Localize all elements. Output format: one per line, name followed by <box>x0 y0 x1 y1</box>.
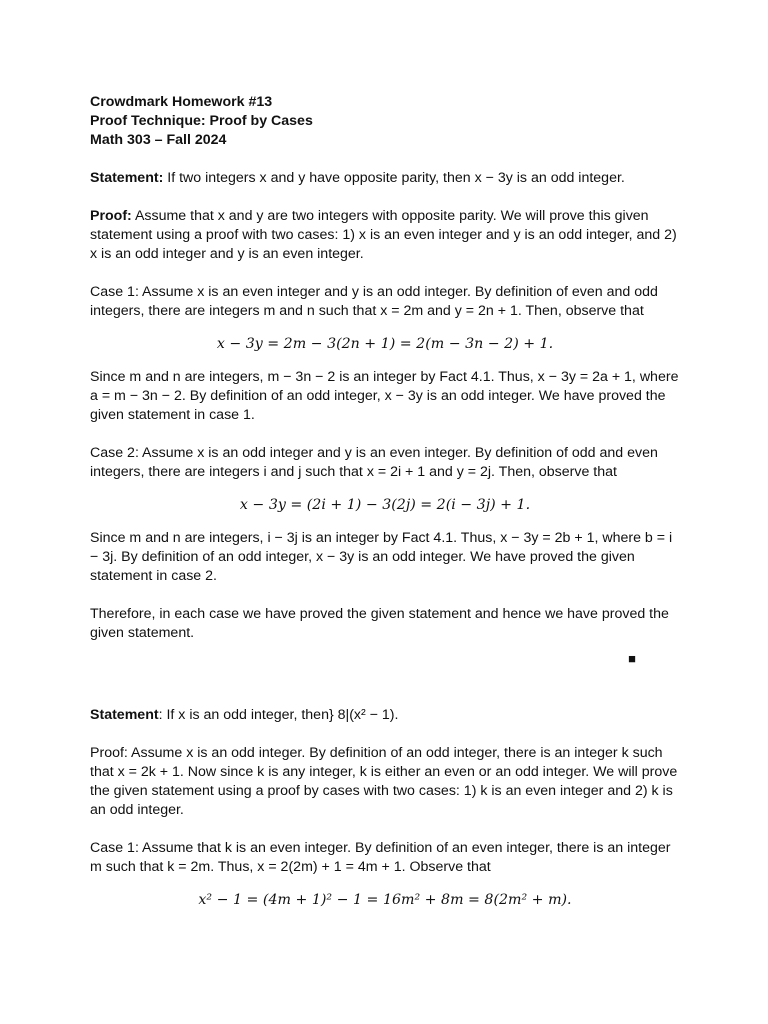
proof-1-conclusion: Therefore, in each case we have proved the given statement and hence we have proved the given statement. <box>90 606 669 641</box>
document-body <box>90 93 680 924</box>
proof-1-case-1-conclusion: Since m and n are integers, m − 3n − 2 is an integer by Fact 4.1. Thus, x − 3y = 2a + 1, where a = m − 3n − 2. By definition of an odd integer, x − 3y is an odd integer. We have proved the given statement in case 1. <box>90 369 679 423</box>
doc-subtitle: Proof Technique: Proof by Cases <box>90 113 313 129</box>
proof-2-intro: Proof: Assume x is an odd integer. By definition of an odd integer, there is an integer k such that x = 2k + 1. Now since k is any integer, k is either an even or an odd integer. We will prove the given statement using a proof by cases with two cases: 1) k is an even integer and 2) k is an odd integer. <box>90 745 678 818</box>
statement-2-text: : If x is an odd integer, then} 8|(x² − 1). <box>158 707 399 723</box>
proof-2-case-1: Case 1: Assume that k is an even integer. By definition of an even integer, there is an integer m such that k = 2m. Thus, x = 2(2m) + 1 = 4m + 1. Observe that <box>90 840 671 875</box>
proof-1-intro <box>90 207 680 264</box>
proof-1-case-2-conclusion: Since m and n are integers, i − 3j is an integer by Fact 4.1. Thus, x − 3y = 2b + 1, where b = i − 3j. By definition of an odd integer, x − 3y is an odd integer. We have proved the given statement in case 2. <box>90 530 673 584</box>
equation-2: x − 3y = (2i + 1) − 3(2j) = 2(i − 3j) + 1. <box>239 497 531 513</box>
proof-1-text: Assume that x and y are two integers with opposite parity. We will prove this given statement using a proof with two cases: 1) x is an even integer and y is an odd integer, and 2) x is an odd integer and y is an even integer. <box>90 208 677 262</box>
statement-1-label: Statement: <box>90 170 164 186</box>
proof-1-label: Proof: <box>90 208 132 224</box>
equation-1: x − 3y = 2m − 3(2n + 1) = 2(m − 3n − 2) + 1. <box>216 336 554 352</box>
proof-1-case-1: Case 1: Assume x is an even integer and y is an odd integer. By definition of even and odd integers, there are integers m and n such that x = 2m and y = 2n + 1. Then, observe that <box>90 284 658 319</box>
statement-2-label: Statement <box>90 707 159 723</box>
statement-1 <box>90 169 680 188</box>
doc-title: Crowdmark Homework #13 <box>90 94 273 110</box>
equation-3: x² − 1 = (4m + 1)² − 1 = 16m² + 8m = 8(2m² + m). <box>198 892 572 908</box>
statement-2 <box>90 706 680 725</box>
qed-symbol: ■ <box>628 651 636 666</box>
doc-course: Math 303 – Fall 2024 <box>90 132 227 148</box>
statement-1-text: If two integers x and y have opposite parity, then x − 3y is an odd integer. <box>167 170 625 186</box>
proof-1-case-2: Case 2: Assume x is an odd integer and y is an even integer. By definition of odd and even integers, there are integers i and j such that x = 2i + 1 and y = 2j. Then, observe that <box>90 445 658 480</box>
